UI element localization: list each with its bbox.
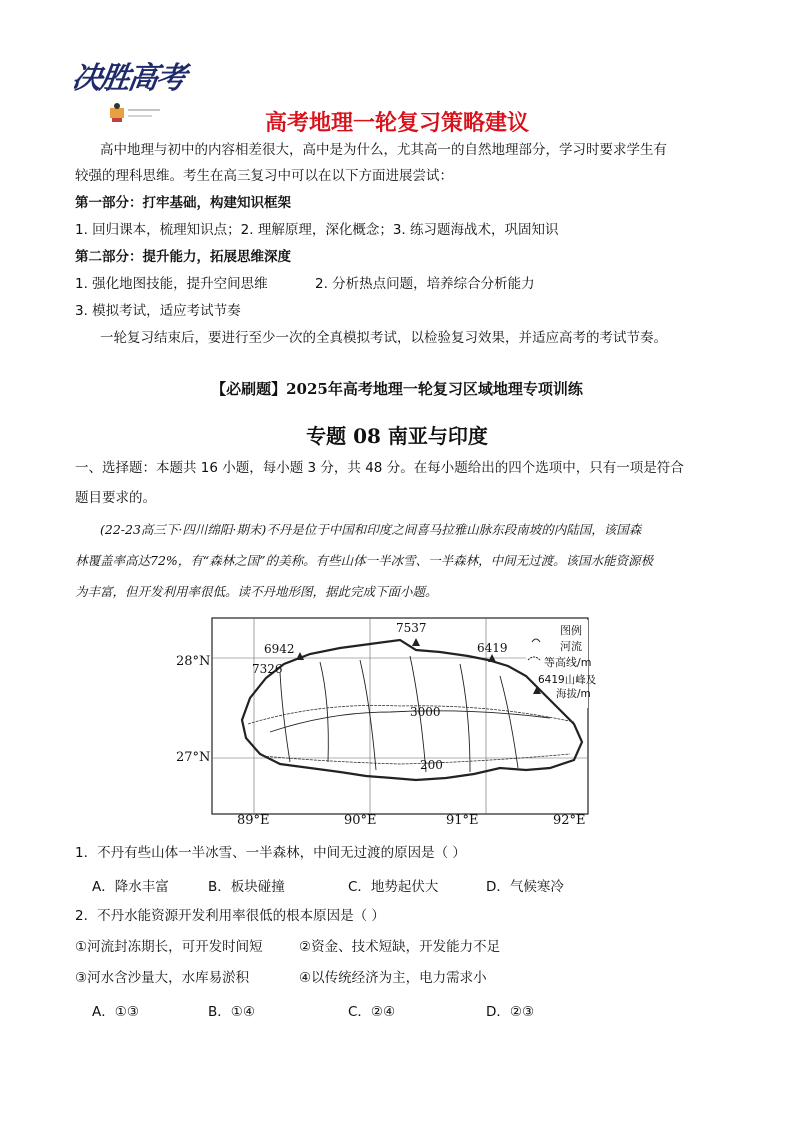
legend-peak1: 6419山峰及 xyxy=(538,674,597,686)
q1-option-a[interactable]: A．降水丰富 xyxy=(92,879,169,895)
q1-option-c[interactable]: C．地势起伏大 xyxy=(348,879,439,895)
peak-label-7537: 7537 xyxy=(396,621,427,635)
q1-stem: 1．不丹有些山体一半冰雪、一半森林，中间无过渡的原因是（ ） xyxy=(75,845,466,861)
contour-label-200: 200 xyxy=(420,758,443,772)
logo-text: 决胜高考 xyxy=(69,61,187,96)
lat-label-27: 27°N xyxy=(176,750,211,765)
legend-peak2: 海拔/m xyxy=(556,688,591,700)
q2-option-a[interactable]: A．①③ xyxy=(92,1004,139,1020)
lat-label-28: 28°N xyxy=(176,654,211,669)
q2-option-d[interactable]: D．②③ xyxy=(486,1004,535,1020)
part2-heading: 第二部分：提升能力，拓展思维深度 xyxy=(75,249,291,265)
contour-label-3000: 3000 xyxy=(410,705,441,719)
q2-stem: 2．不丹水能资源开发利用率很低的根本原因是（ ） xyxy=(75,908,385,924)
intro-line2: 较强的理科思维。考生在高三复习中可以在以下方面进展尝试： xyxy=(75,168,453,184)
q2-statement-4: ④以传统经济为主，电力需求小 xyxy=(299,970,487,986)
section-line1: 一、选择题：本题共 16 小题，每小题 3 分，共 48 分。在每小题给出的四个选项中，只有一项是符合 xyxy=(75,460,684,476)
peak-label-7326: 7326 xyxy=(252,662,283,676)
bhutan-topographic-map xyxy=(170,612,600,834)
lon-label-90: 90°E xyxy=(344,813,377,828)
peak-label-6942: 6942 xyxy=(264,642,295,656)
part1-heading: 第一部分：打牢基础，构建知识框架 xyxy=(75,195,291,211)
passage-line3: 为丰富，但开发利用率很低。读不丹地形图，据此完成下面小题。 xyxy=(75,584,438,599)
intro-line1: 高中地理与初中的内容相差很大，高中是为什么，尤其高一的自然地理部分，学习时要求学生有 xyxy=(100,142,667,158)
q2-statement-1: ①河流封冻期长，可开发时间短 xyxy=(75,939,263,955)
part1-items: 1. 回归课本，梳理知识点；2. 理解原理，深化概念；3. 练习题海战术，巩固知识 xyxy=(75,222,559,238)
page-title: 高考地理一轮复习策略建议 xyxy=(264,111,529,136)
part2-item3: 3. 模拟考试，适应考试节奏 xyxy=(75,303,241,319)
part2-item1: 1. 强化地图技能，提升空间思维 xyxy=(75,276,268,292)
q1-option-b[interactable]: B．板块碰撞 xyxy=(208,879,285,895)
legend-river: 河流 xyxy=(560,640,582,653)
q2-option-c[interactable]: C．②④ xyxy=(348,1004,396,1020)
lon-label-91: 91°E xyxy=(446,813,479,828)
topic-title: 专题 08 南亚与印度 xyxy=(306,424,488,448)
banner: 【必刷题】2025年高考地理一轮复习区域地理专项训练 xyxy=(211,380,583,398)
q2-statement-2: ②资金、技术短缺，开发能力不足 xyxy=(299,939,501,955)
passage-line2: 林覆盖率高达72%，有“森林之国”的美称。有些山体一半冰雪、一半森林，中间无过渡。该国水能资源极 xyxy=(75,553,654,568)
lon-label-92: 92°E xyxy=(553,813,586,828)
section-line2: 题目要求的。 xyxy=(75,490,156,506)
part2-item2: 2. 分析热点问题，培养综合分析能力 xyxy=(315,276,535,292)
lon-label-89: 89°E xyxy=(237,813,270,828)
passage-line1: (22-23高三下·四川绵阳·期末)不丹是位于中国和印度之间喜马拉雅山脉东段南坡的内陆国，该国森 xyxy=(100,522,642,537)
part2-note: 一轮复习结束后，要进行至少一次的全真模拟考试，以检验复习效果，并适应高考的考试节奏。 xyxy=(100,330,667,346)
q1-option-d[interactable]: D．气候寒冷 xyxy=(486,879,564,895)
legend-title: 图例 xyxy=(560,624,582,637)
q2-option-b[interactable]: B．①④ xyxy=(208,1004,255,1020)
legend-contour: 等高线/m xyxy=(544,656,592,669)
q2-statement-3: ③河水含沙量大，水库易淤积 xyxy=(75,970,250,986)
peak-label-6419: 6419 xyxy=(477,641,508,655)
